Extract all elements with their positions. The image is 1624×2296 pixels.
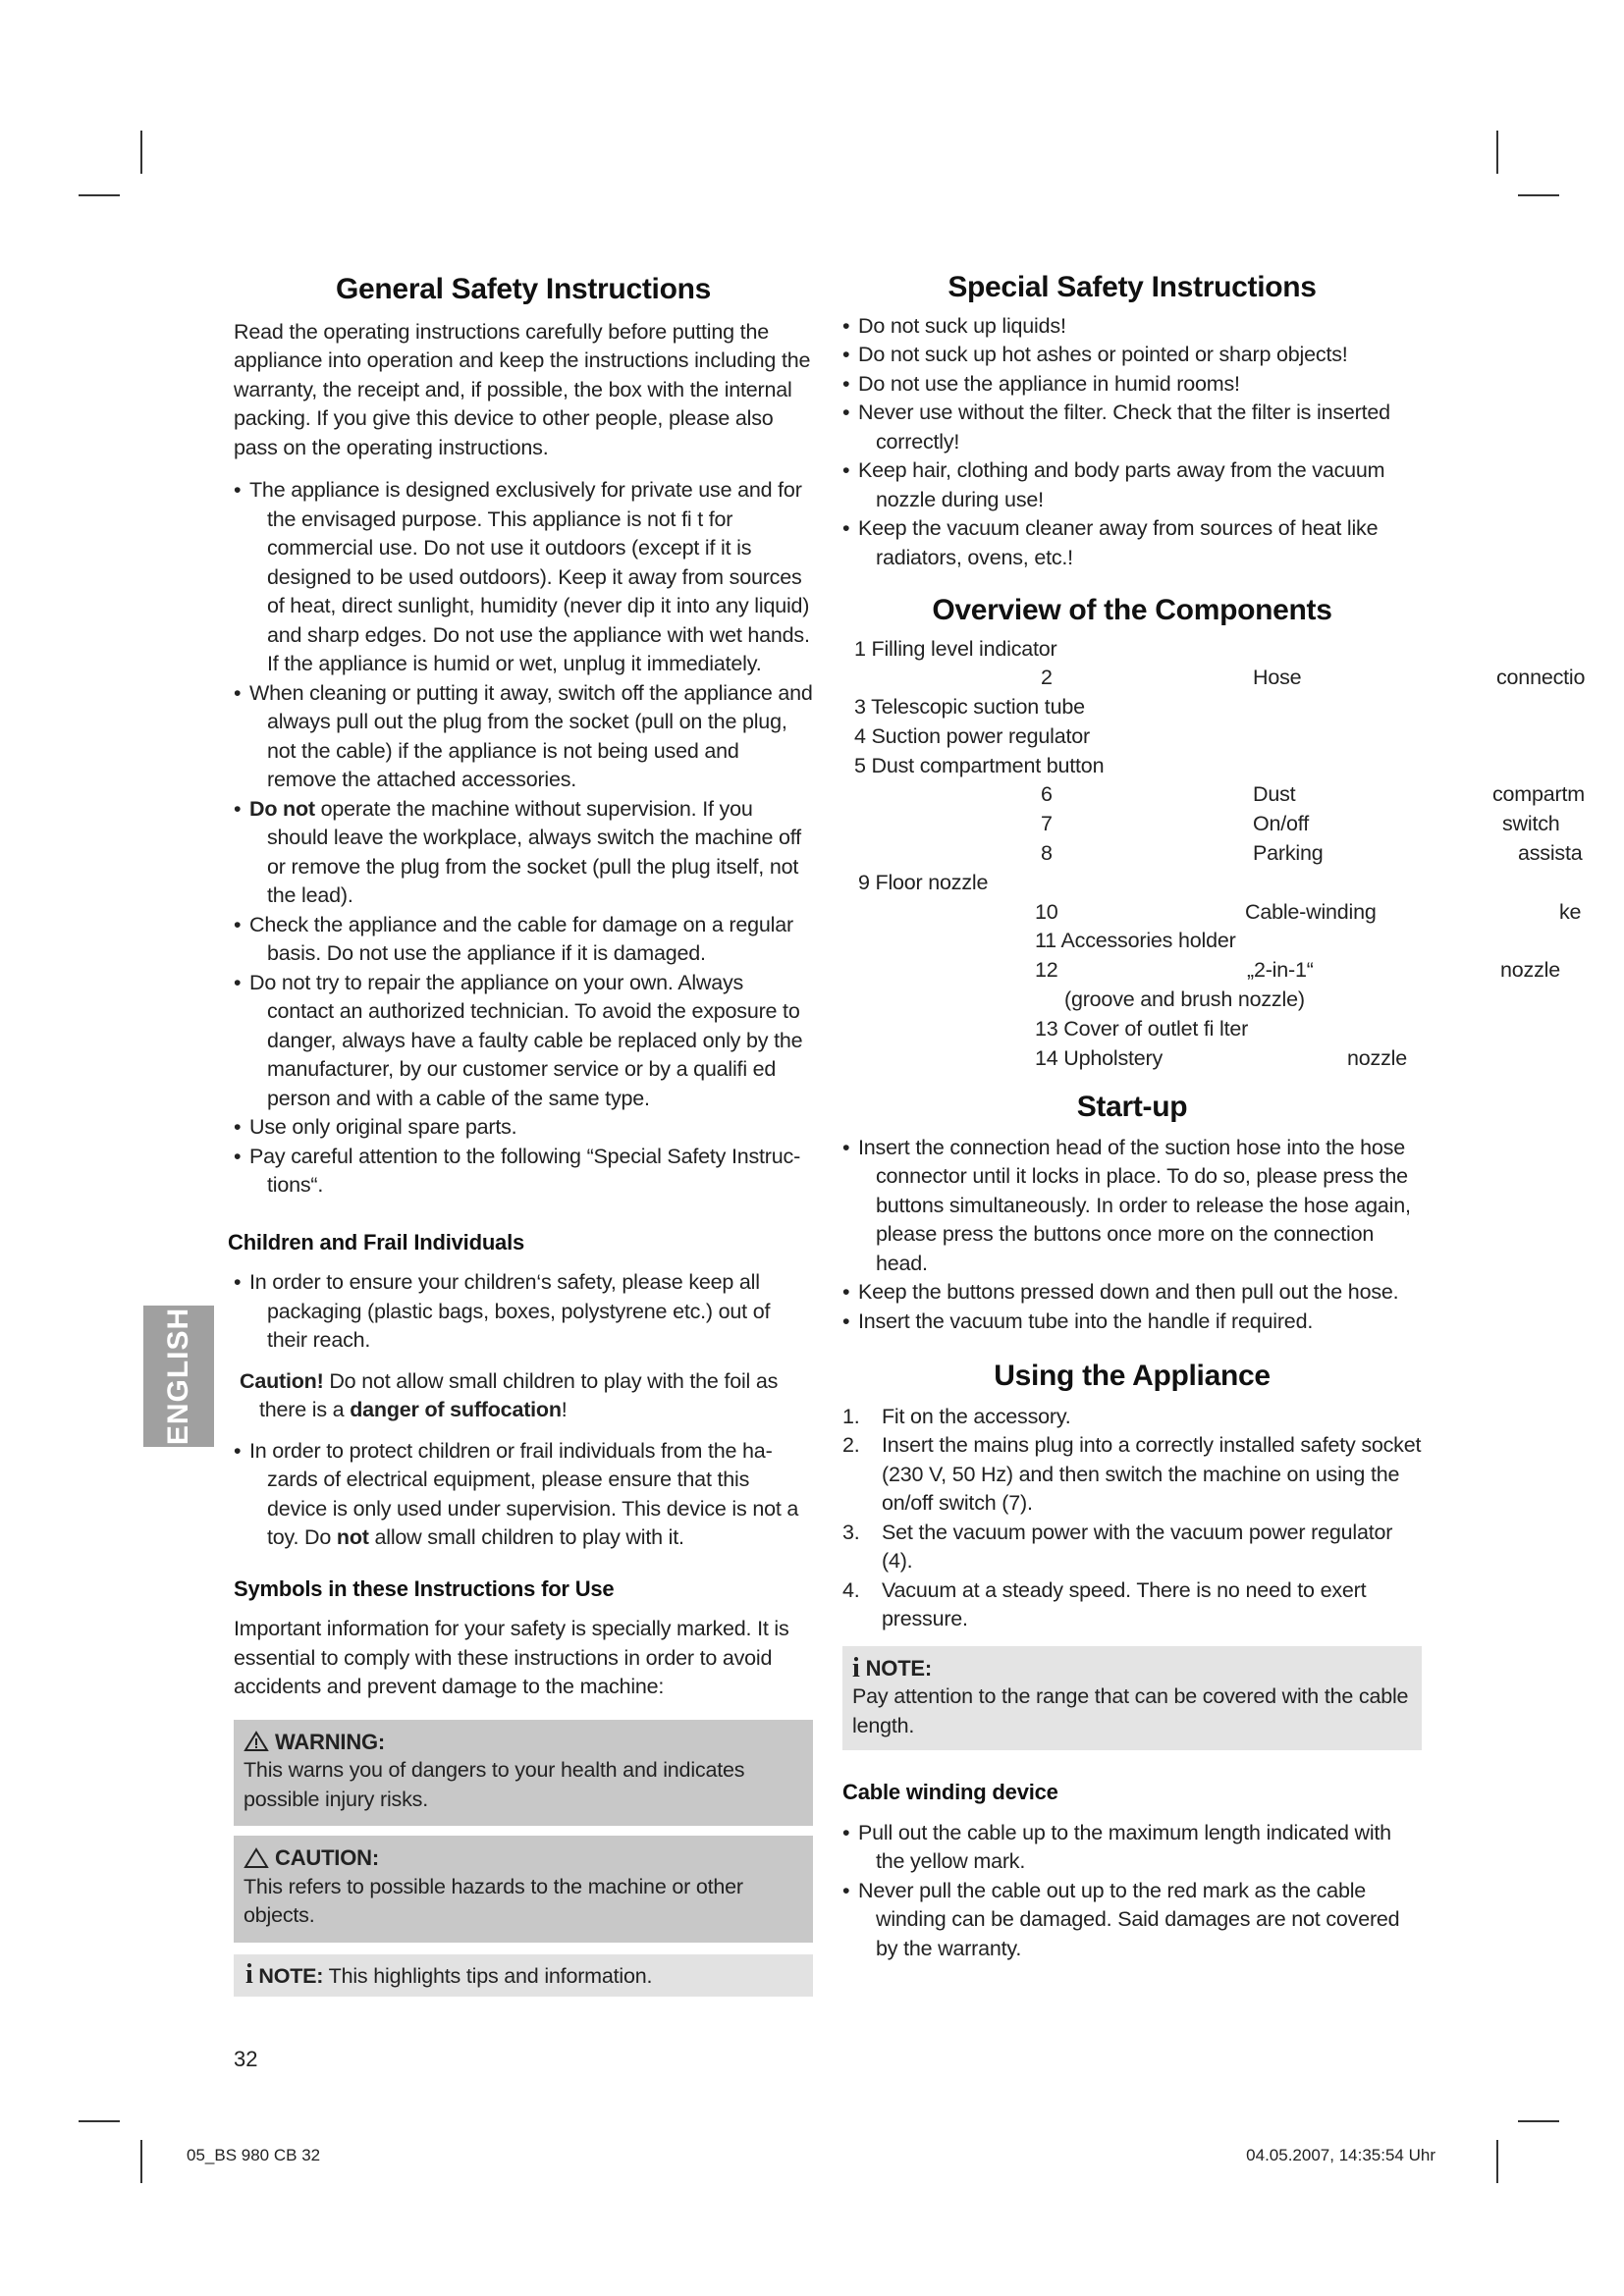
right-column [842, 273, 1589, 1963]
note-box [842, 1646, 1422, 1751]
list-item: • Use only original spare parts. [234, 1113, 813, 1143]
list-item: • Never use without the filter. Check that the filter is inserted correctly! [842, 399, 1422, 456]
warning-text: This warns you of dangers to your health and indicates possible injury risks. [244, 1758, 745, 1811]
startup-title: Start-up [1076, 1091, 1188, 1124]
component-label: connectio [1496, 666, 1586, 690]
crop-mark [79, 2120, 120, 2122]
general-safety-title: General Safety Instructions [335, 273, 712, 305]
list-item: • Keep the buttons pressed down and then pull out the hose. [842, 1278, 1422, 1308]
caution-title-row [244, 1843, 801, 1873]
danger-bold: danger of suffocation [350, 1398, 562, 1421]
footer-left: 05_BS 980 CB 32 [187, 2146, 321, 2164]
component-number: 12 [1035, 958, 1058, 983]
list-item: • Keep hair, clothing and body parts away from the vacuum nozzle during use! [842, 456, 1422, 514]
caution-triangle-icon [244, 1847, 269, 1869]
step-number: 3. [842, 1520, 860, 1544]
right-column-lower [842, 1093, 1422, 1963]
component-row [842, 986, 1589, 1015]
component-row [842, 839, 1589, 869]
component-label: 4 Suction power regulator [854, 723, 1091, 748]
children-title: Children and Frail Individuals [228, 1229, 525, 1255]
children-list-2 [234, 1437, 813, 1553]
list-item [234, 1437, 813, 1553]
component-row [842, 898, 1589, 928]
component-label: 14 Upholstery [1035, 1045, 1164, 1070]
warning-box [234, 1720, 813, 1827]
list-item: • Do not suck up liquids! [842, 312, 1422, 342]
note-box [234, 1954, 813, 1998]
crop-mark [140, 2140, 142, 2183]
component-label: 9 Floor nozzle [858, 870, 989, 894]
list-item: • Do not try to repair the appliance on your own. Always contact an authorized technician. To avoid the exposure to danger, always have a faulty cable be replaced only by the manufacturer, by our customer service or by a qualifi ed person and with a cable of the same type. [234, 969, 813, 1114]
crop-mark [1496, 2140, 1498, 2183]
component-row [842, 1015, 1589, 1044]
special-safety-title: Special Safety Instructions [947, 271, 1317, 303]
note-title-row [852, 1654, 1412, 1683]
cable-title: Cable winding device [842, 1780, 1058, 1805]
component-label: 5 Dust compartment button [854, 753, 1105, 777]
left-column [228, 273, 813, 1997]
component-row [842, 722, 1589, 752]
note-title: NOTE: [865, 1655, 933, 1681]
component-label: Parking [1253, 841, 1324, 866]
component-label: Cable-winding [1245, 899, 1377, 924]
crop-mark [1518, 2120, 1559, 2122]
component-label: assista [1518, 841, 1583, 866]
list-item: • Do not use the appliance in humid rooms! [842, 370, 1422, 400]
list-item: • When cleaning or putting it away, switch off the appliance and always pull out the plug from the socket (pull on the plug, not the cable) if the appliance is not being used and remove the attached accessories. [234, 679, 813, 795]
list-item: • In order to ensure your children‘s safety, please keep all packaging (plastic bags, boxes, polystyrene etc.) out of their reach. [234, 1268, 813, 1356]
component-number: 10 [1035, 899, 1058, 924]
components-list [842, 635, 1589, 1074]
component-row [842, 752, 1589, 781]
list-item: • Check the appliance and the cable for damage on a regular basis. Do not use the appliance if it is damaged. [234, 911, 813, 969]
step-text: Vacuum at a steady speed. There is no need to exert pressure. [882, 1577, 1367, 1631]
list-item: • Pull out the cable up to the maximum length indicated with the yellow mark. [842, 1819, 1422, 1877]
crop-mark [140, 131, 142, 174]
info-icon: i [245, 1958, 253, 1990]
component-label: Hose [1253, 666, 1302, 690]
list-item [842, 1519, 1422, 1576]
component-label: On/off [1253, 812, 1309, 836]
list-item [842, 1576, 1422, 1634]
caution-text: Do not allow small children to play with the foil as there is a [259, 1368, 779, 1421]
crop-mark [1518, 194, 1559, 196]
list-item: • Keep the vacuum cleaner away from sources of heat like radiators, ovens, etc.! [842, 514, 1422, 572]
using-steps [842, 1403, 1422, 1634]
caution-title: CAUTION: [275, 1845, 379, 1870]
component-label: switch [1502, 812, 1560, 836]
special-safety-list [842, 312, 1422, 573]
warning-title: WARNING: [275, 1729, 386, 1754]
list-item: • The appliance is designed exclusively for private use and for the envisaged purpose. This appliance is not fi t for commercial use. Do not use it outdoors (except if it is designed to be used outdoors). Keep it away from sources of heat, direct sunlight, humidity (never dip it into any liquid) and sharp edges. Do not use the appliance with wet hands. If the appliance is humid or wet, unplug it immediately. [234, 476, 813, 679]
step-number: 4. [842, 1577, 860, 1602]
list-item: • Never pull the cable out up to the red mark as the cable winding can be damaged. Said damages are not covered by the warranty. [842, 1877, 1422, 1964]
protect-text-b: allow small children to play with it. [374, 1525, 684, 1549]
language-tab-label: ENGLISH [162, 1307, 194, 1446]
caution-box-text: This refers to possible hazards to the machine or other objects. [244, 1874, 743, 1927]
component-number: 8 [1041, 841, 1053, 866]
protect-text-a: In order to protect children or frail individuals from the ha- zards of electrical equipment, please ensure that this device is only used under supervision. This device is not a toy. Do [249, 1438, 799, 1549]
symbols-title: Symbols in these Instructions for Use [234, 1575, 615, 1601]
note-text: Pay attention to the range that can be covered with the cable length. [852, 1684, 1409, 1737]
component-label: compartm [1492, 782, 1585, 807]
list-item: • Do not suck up hot ashes or pointed or sharp objects! [842, 341, 1422, 370]
component-row [842, 869, 1589, 898]
component-row [842, 1044, 1589, 1074]
component-number: 6 [1041, 782, 1053, 807]
note-text: This highlights tips and information. [328, 1963, 653, 1988]
startup-list [842, 1134, 1422, 1337]
list-item [842, 1403, 1422, 1432]
symbols-text: Important information for your safety is specially marked. It is essential to comply with these instructions in order to avoid accidents and prevent damage to the machine: [234, 1617, 789, 1698]
component-label: „2-in-1“ [1247, 958, 1314, 983]
right-column-inner [842, 273, 1422, 625]
component-row [842, 780, 1589, 810]
general-safety-list [234, 476, 813, 1201]
component-label: nozzle [1500, 958, 1560, 983]
caution-bold: Caution! [240, 1368, 324, 1393]
component-label: Dust [1253, 782, 1296, 807]
component-row [842, 810, 1589, 839]
component-number: 7 [1041, 812, 1053, 836]
overview-title: Overview of the Components [932, 594, 1332, 626]
list-item: • Insert the vacuum tube into the handle if required. [842, 1308, 1422, 1337]
step-number: 1. [842, 1404, 860, 1428]
cable-list [842, 1819, 1422, 1964]
component-label: 1 Filling level indicator [854, 636, 1057, 661]
language-tab [143, 1306, 214, 1447]
info-icon: i [852, 1652, 860, 1683]
children-list [234, 1268, 813, 1356]
component-label: (groove and brush nozzle) [1064, 988, 1305, 1012]
component-label: 11 Accessories holder [1035, 929, 1236, 953]
list-item [842, 1431, 1422, 1519]
not-bold: not [336, 1525, 369, 1549]
component-label: 3 Telescopic suction tube [854, 695, 1085, 720]
step-number: 2. [842, 1433, 860, 1458]
do-not-bold: Do not [249, 796, 315, 821]
intro-paragraph: Read the operating instructions carefully before putting the appliance into operation and keep the instructions including the warranty, the receipt and, if possible, the box with the internal packing. If you give this device to other people, please also pass on the operating instructions. [234, 319, 811, 459]
using-title: Using the Appliance [994, 1360, 1271, 1393]
footer-right: 04.05.2007, 14:35:54 Uhr [1246, 2146, 1435, 2164]
component-row [842, 927, 1589, 956]
component-number: 2 [1041, 666, 1053, 690]
component-label: nozzle [1347, 1045, 1407, 1070]
component-label: 13 Cover of outlet fi lter [1035, 1016, 1249, 1041]
step-text: Set the vacuum power with the vacuum power regulator (4). [882, 1520, 1393, 1574]
component-row [842, 664, 1589, 693]
caution-box [234, 1836, 813, 1943]
caution-end: ! [561, 1398, 568, 1421]
warning-triangle-icon [244, 1731, 269, 1752]
crop-mark [1496, 131, 1498, 174]
component-label: ke [1559, 899, 1582, 924]
page-number: 32 [234, 2047, 258, 2071]
note-title: NOTE: [258, 1963, 324, 1988]
crop-mark [79, 194, 120, 196]
caution-paragraph [240, 1367, 813, 1425]
step-text: Insert the mains plug into a correctly installed safety socket (230 V, 50 Hz) and then switch the machine on using the on/off switch (7). [882, 1433, 1422, 1516]
warning-title-row [244, 1728, 801, 1757]
list-item: • Pay careful attention to the following “Special Safety Instruc- tions“. [234, 1143, 813, 1201]
component-row [842, 956, 1589, 986]
list-item [234, 795, 813, 911]
step-text: Fit on the accessory. [882, 1404, 1071, 1428]
component-row [842, 693, 1589, 722]
do-not-text: operate the machine without supervision. If you should leave the workplace, always switch the machine off or remove the plug from the socket (pull the plug itself, not the lead). [267, 796, 801, 907]
component-row [842, 635, 1589, 665]
list-item: • Insert the connection head of the suction hose into the hose connector until it locks in place. To do so, please press the buttons simultaneously. In order to release the hose again, please press the buttons once more on the connection head. [842, 1134, 1422, 1279]
